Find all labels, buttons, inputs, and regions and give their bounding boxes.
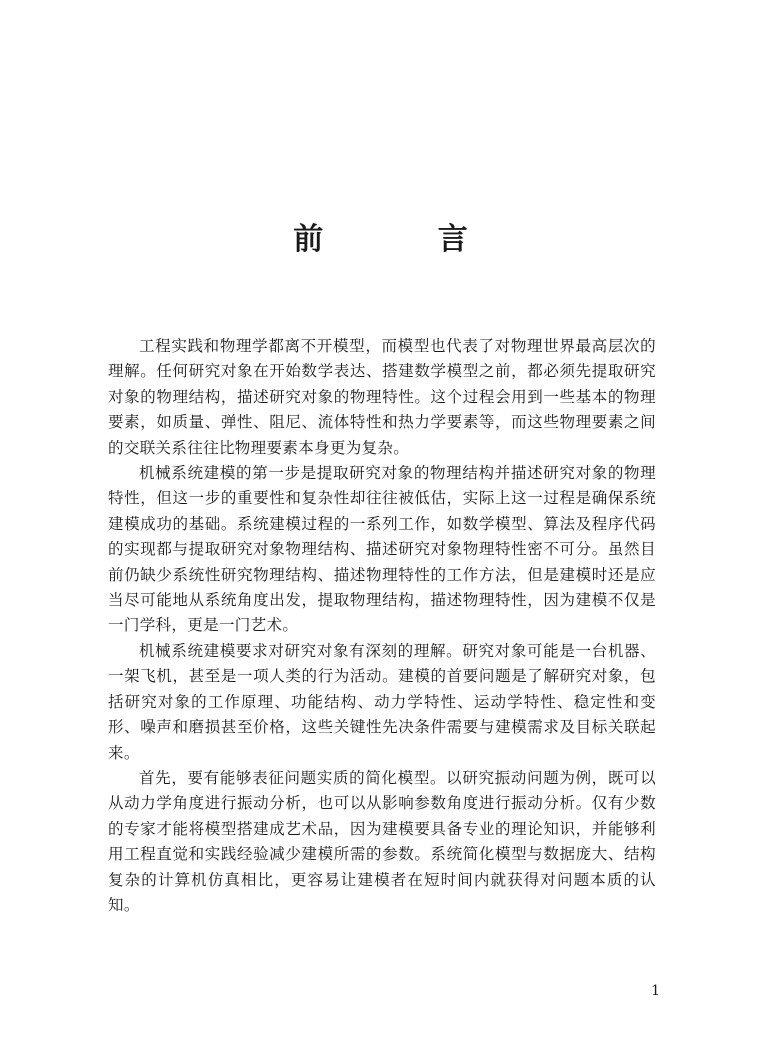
- paragraph-4: 首先，要有能够表征问题实质的简化模型。以研究振动问题为例，既可以从动力学角度进行振动分析，也可以从影响参数角度进行振动分析。仅有少数的专家才能将模型搭建成艺术品，因为建模要具备专业的理论知识，并能够利用工程直觉和实践经验减少建模所需的参数。系统简化模型与数据庞大、结构复杂的计算机仿真相比，更容易让建模者在短时间内就获得对问题本质的认知。: [108, 768, 656, 914]
- page-number: 1: [651, 983, 660, 999]
- paragraph-3: 机械系统建模要求对研究对象有深刻的理解。研究对象可能是一台机器、一架飞机，甚至是一项人类的行为活动。建模的首要问题是了解研究对象，包括研究对象的工作原理、功能结构、动力学特性、运动学特性、稳定性和变形、噪声和磨损甚至价格，这些关键性先决条件需要与建模需求及目标关联起来。: [108, 641, 656, 762]
- preface-body: [108, 334, 656, 918]
- paragraph-2: 机械系统建模的第一步是提取研究对象的物理结构并描述研究对象的物理特性，但这一步的重要性和复杂性却往往被低估，实际上这一过程是确保系统建模成功的基础。系统建模过程的一系列工作，如数学模型、算法及程序代码的实现都与提取研究对象物理结构、描述研究对象物理特性密不可分。虽然目前仍缺少系统性研究物理结构、描述物理特性的工作方法，但是建模时还是应当尽可能地从系统角度出发，提取物理结构，描述物理特性，因为建模不仅是一门学科，更是一门艺术。: [108, 464, 656, 635]
- paragraph-1: 工程实践和物理学都离不开模型，而模型也代表了对物理世界最高层次的理解。任何研究对象在开始数学表达、搭建数学模型之前，都必须先提取研究对象的物理结构，描述研究对象的物理特性。这个过程会用到一些基本的物理要素，如质量、弹性、阻尼、流体特性和热力学要素等，而这些物理要素之间的交联关系往往比物理要素本身更为复杂。: [108, 337, 656, 457]
- page-title: 前 言: [293, 222, 520, 257]
